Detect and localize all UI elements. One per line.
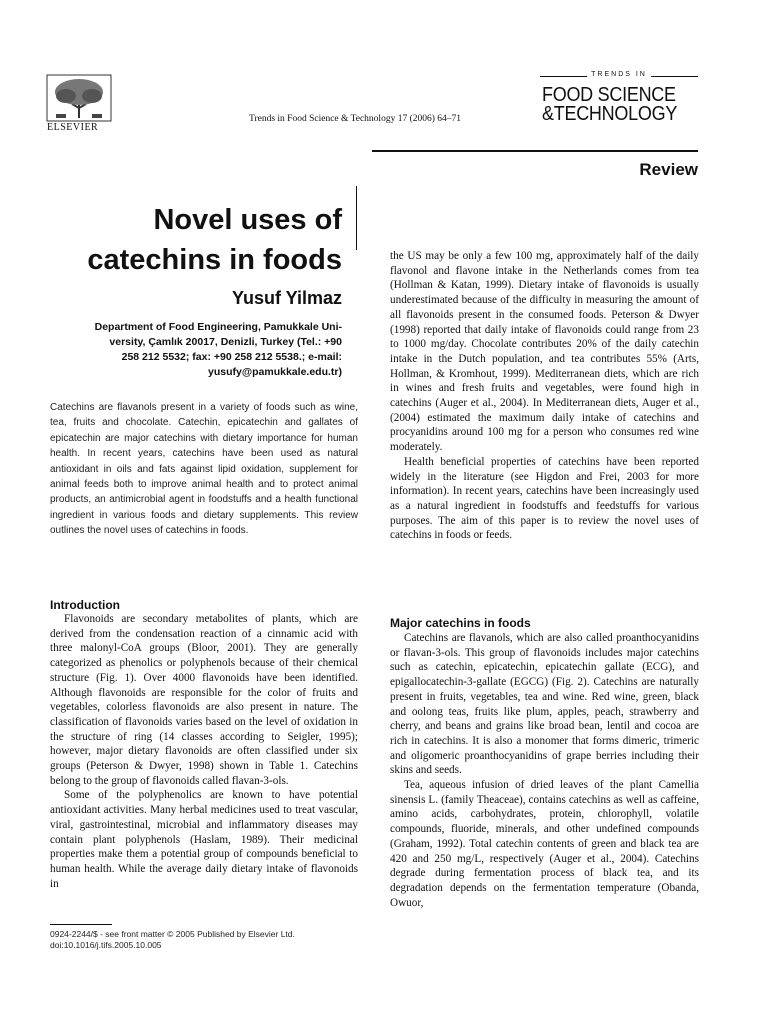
publisher-name: ELSEVIER: [47, 122, 99, 133]
paragraph: Flavonoids are secondary metabolites of plants, which are derived from the condensation reaction of a cinnamic acid with three malonyl-CoA groups (Bloor, 2001). They are generally categorized as phenolics or polyphenols because of their chemical structure (Fig. 1). Over 4000 flavonoids have been identified. Although flavonoids are responsible for the color of fruits and vegetables, colorless flavonoids are also present in nature. The classification of flavonoids varies based on the level of oxidation in the structure of ring (14 classes according to Seigler, 1995); however, major dietary flavonoids are often classified under six groups (Peterson & Dwyer, 1998) shown in Table 1. Catechins belong to the group of flavonoids called flavan-3-ols.: [50, 613, 358, 787]
title-line-2: catechins in foods: [87, 244, 342, 276]
paragraph: Health beneficial properties of catechins have been reported widely in the literature (see Higdon and Frei, 2003 for more information). In recent years, catechins have been increasingly used as a natural ingredient in foodstuffs and feedstuffs for various purposes. The aim of this paper is to review the novel uses of catechins in foods or feeds.: [390, 455, 699, 542]
author-name: Yusuf Yilmaz: [231, 288, 342, 308]
paragraph: Some of the polyphenolics are known to have potential antioxidant activities. Many herbal medicines used to treat vascular, viral, gastrointestinal, microbial and inflammatory diseases may contain plant polyphenols (Haslam, 1989). Their medicinal properties make them a potential group of compounds beneficial to human health. While the average daily dietary intake of flavonoids in: [50, 789, 358, 890]
left-column-body: [50, 612, 358, 891]
masthead-small-text: TRENDS IN: [587, 71, 651, 78]
footer-line-1: 0924-2244/$ - see front matter © 2005 Published by Elsevier Ltd.: [50, 929, 295, 939]
journal-masthead: [540, 71, 698, 126]
paragraph: the US may be only a few 100 mg, approximately half of the daily flavonol and flavone intake in the Netherlands comes from tea (Hollman & Katan, 1999). Dietary intake of flavonoids is usually underestimated because of the difficulty in measuring the amount of all flavonoids present in the consumed foods. Peterson & Dwyer (1998) reported that daily intake of flavonoids could range from 23 to 1000 mg/day. Chocolate contributes 20% of the daily catechin intake in the Dutch population, and tea contributes 55% (Arts, Hollman, & Kromhout, 1999). Mediterranean diets, which are rich in wines and fresh fruits and vegetables, were found high in catechins (Auger et al., 2004). In Mediterranean diets, Auger et al., (2004) estimated the maximum daily intake of catechins and procyanidins around 100 mg for a person who consumes red wine moderately.: [390, 250, 699, 454]
paragraph: Tea, aqueous infusion of dried leaves of the plant Camellia sinensis L. (family Theaceae), contains catechins as well as caffeine, amino acids, carbohydrates, protein, chlorophyll, volatile compounds, fluoride, minerals, and other undefined compounds (Graham, 1992). Total catechin contents of green and black tea are 420 and 250 mg/L, respectively (Auger et al., 2004). Catechins degrade during fermentation process of black tea, and its degradation depends on the fermentation temperature (Obanda, Owuor,: [390, 779, 699, 909]
masthead-line-2: &TECHNOLOGY: [542, 103, 678, 125]
affiliation-line-3: 258 212 5532; fax: +90 258 212 5538.; e-mail:: [121, 351, 342, 363]
section-divider: [372, 150, 698, 152]
article-type-label: Review: [639, 160, 698, 179]
affiliation-line-1: Department of Food Engineering, Pamukkale Uni-: [94, 321, 342, 333]
right-column-body: [390, 249, 699, 543]
introduction-heading: Introduction: [50, 598, 120, 612]
article-title: [80, 200, 342, 280]
paragraph: Catechins are flavanols, which are also called proanthocyanidins or flavan-3-ols. This group of flavonoids includes major catechins such as catechin, epicatechin, epicatechin gallate (ECG), and epigallocatechin-3-gallate (EGCG) (Fig. 2). Catechins are naturally present in fruits, vegetables, tea and wine. Red wine, green, black and oolong teas, fruits like plum, apples, peach, strawberry and cherry, and beans and grains like broad bean, lentil and cocoa are rich in catechins. It is also a monomer that forms dimeric, trimeric and oligomeric proanthocyanidins of grape berries including their skins and seeds.: [390, 632, 699, 777]
affiliation-line-2: versity, Çamlık 20017, Denizli, Turkey (Tel.: +90: [109, 336, 342, 348]
journal-citation: Trends in Food Science & Technology 17 (2006) 64–71: [249, 114, 462, 124]
author-affiliation: [56, 320, 342, 380]
abstract: Catechins are flavanols present in a variety of foods such as wine, tea, fruits and chocolate. Catechin, epicatechin and gallates of epicatechin are major catechins with dietary importance for human health. In recent years, catechins have been used as natural antioxidant in oils and fats against lipid oxidation, supplement for animal feeds both to improve animal health and to protect animal products, an antimicrobial agent in foodstuffs and a health functional ingredient in various foods and dietary supplements. This review outlines the novel uses of catechins in foods.: [50, 402, 358, 537]
major-catechins-heading: Major catechins in foods: [390, 616, 531, 630]
title-vertical-rule: [356, 186, 357, 250]
masthead-line-1: FOOD SCIENCE: [542, 84, 676, 106]
footer-info: [50, 929, 295, 951]
title-line-1: Novel uses of: [153, 204, 342, 236]
affiliation-line-4: yusufy@pamukkale.edu.tr): [208, 366, 342, 378]
right-column-body-2: [390, 631, 699, 910]
footer-rule: [50, 924, 112, 925]
doi-line: doi:10.1016/j.tifs.2005.10.005: [50, 940, 162, 950]
